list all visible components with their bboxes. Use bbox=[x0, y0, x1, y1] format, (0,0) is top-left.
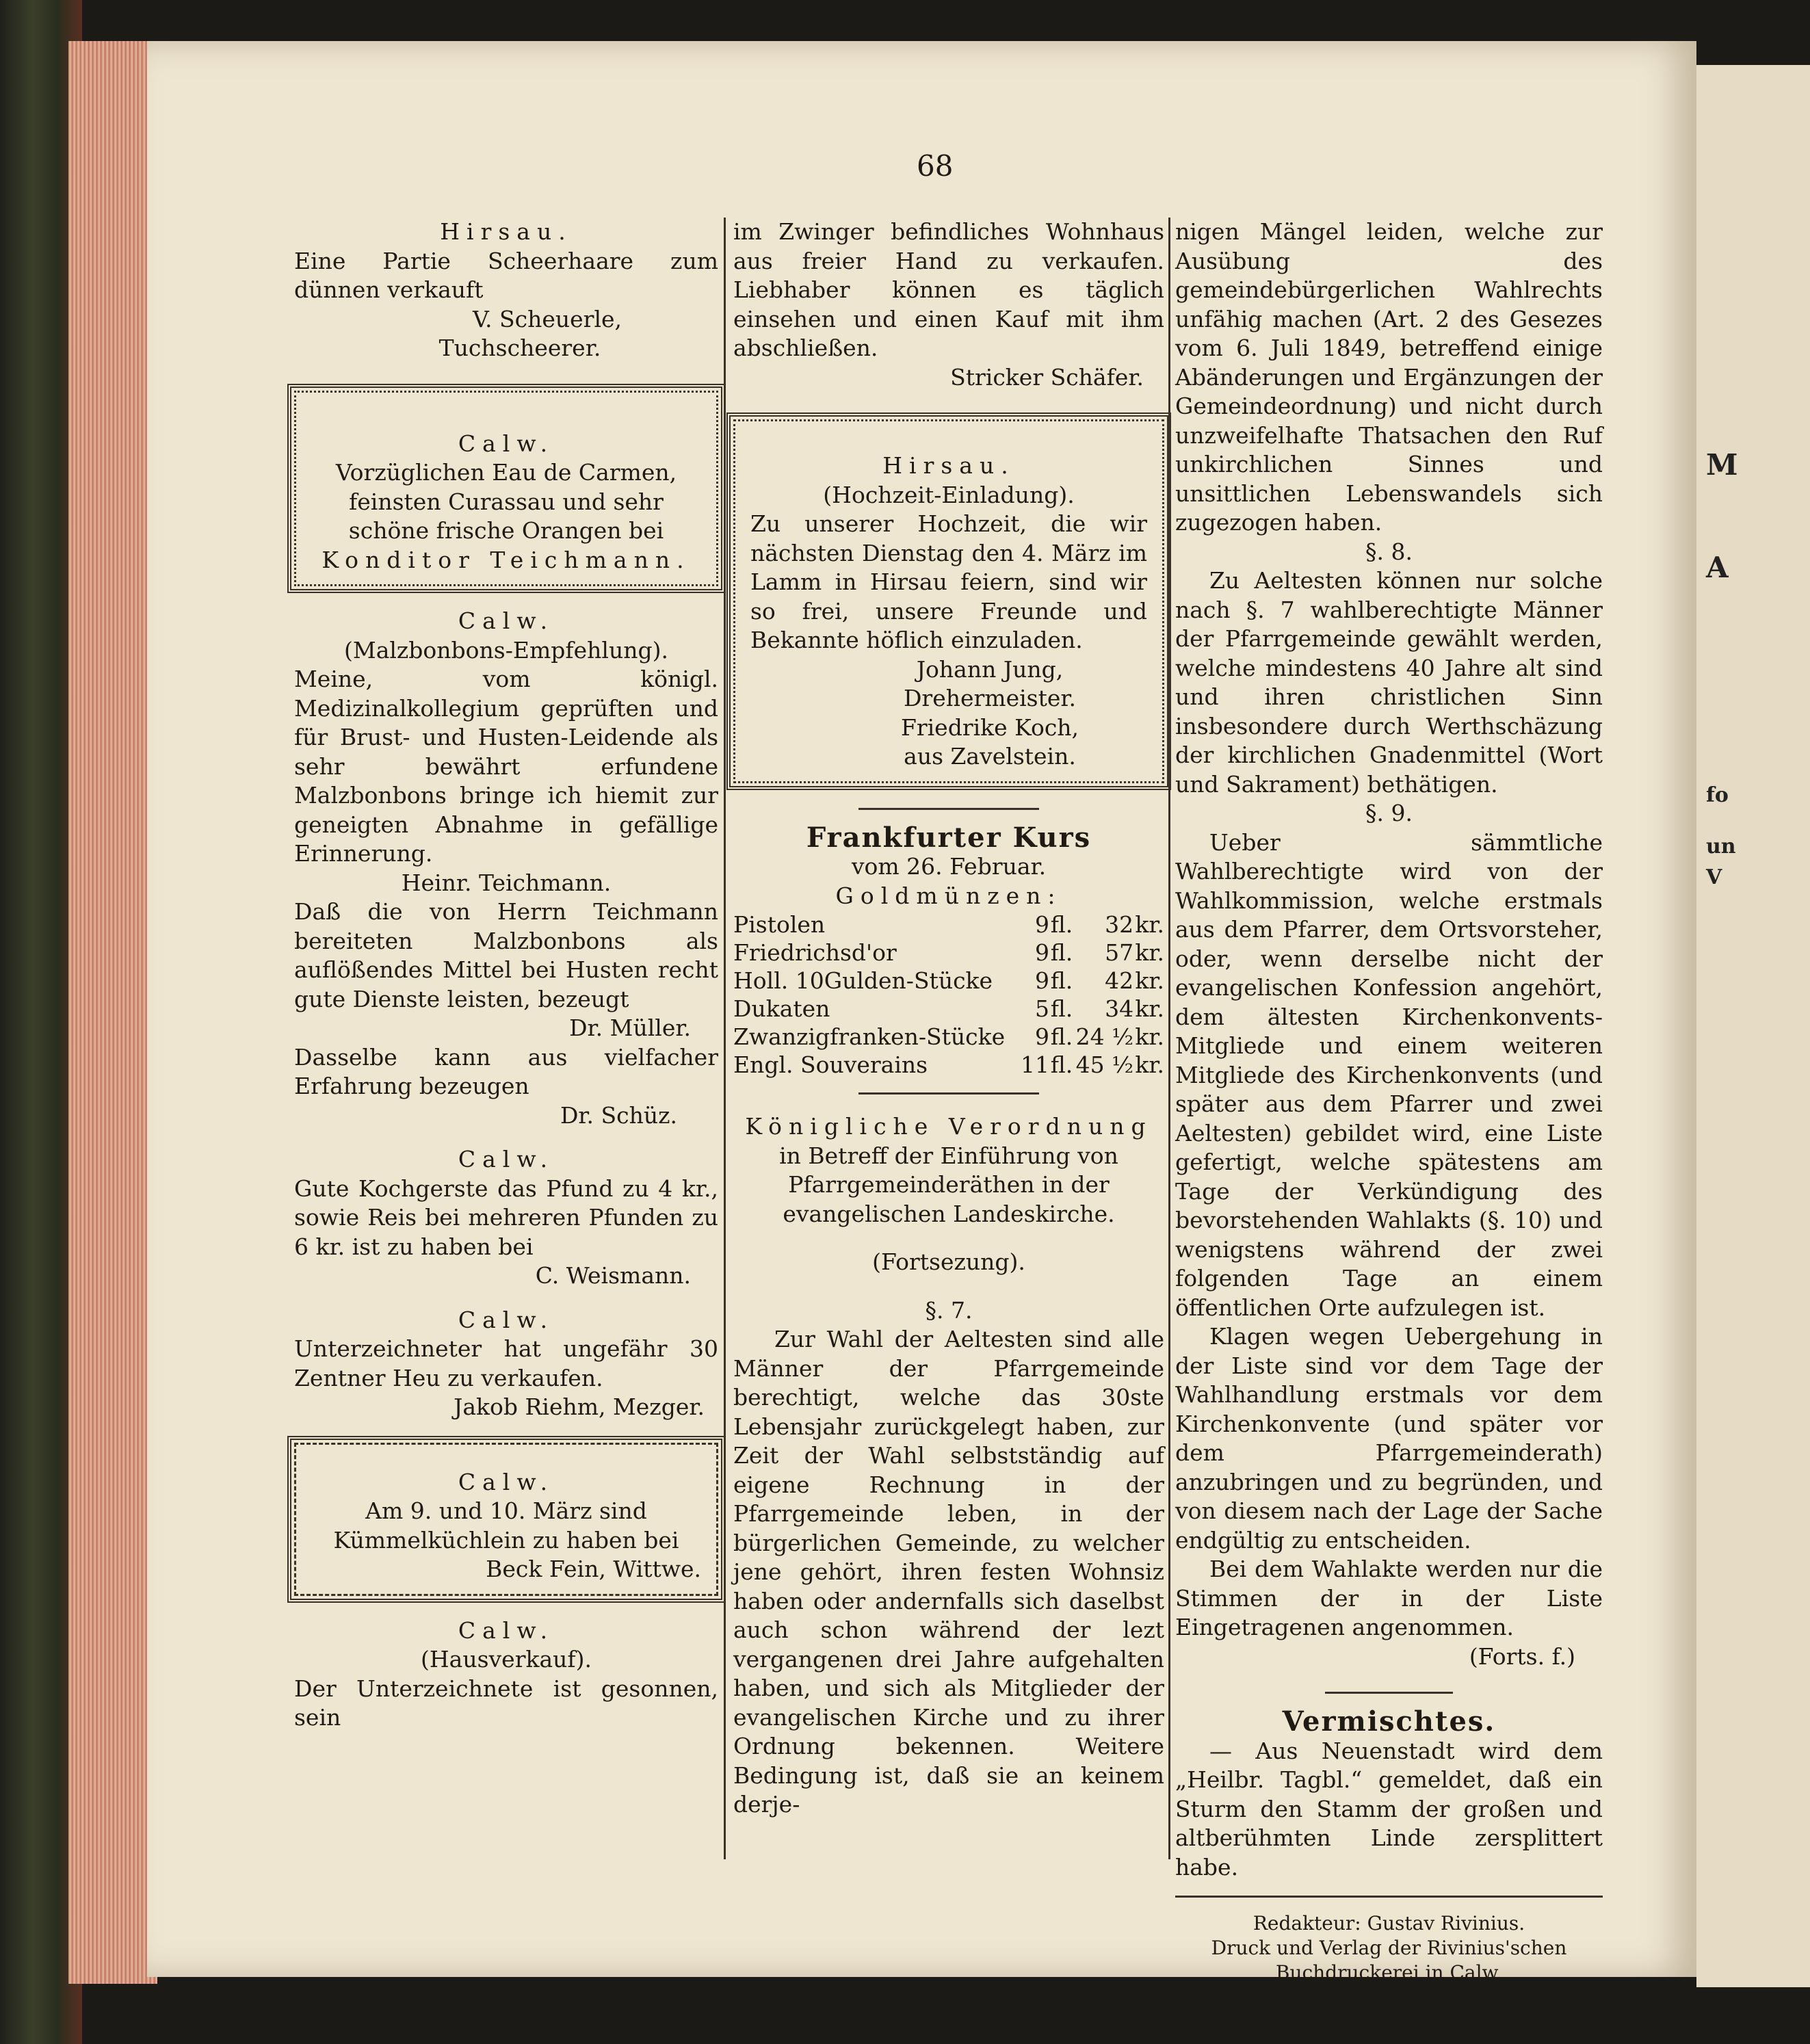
ad-text: Eine Partie Scheerhaare zum dünnen verkauft bbox=[294, 247, 718, 303]
ad-text: im Zwinger befindliches Wohnhaus aus freier Hand zu verkaufen. Liebhaber können es täglich einsehen und einen Kauf mit ihm abschließen. bbox=[733, 218, 1164, 361]
ad-signature: Stricker Schäfer. bbox=[950, 363, 1144, 391]
paragraph-number: §. 8. bbox=[1365, 538, 1413, 565]
ad-place: Hirsau. bbox=[882, 452, 1015, 479]
ad-signature: Friedrike Koch, bbox=[900, 713, 1079, 741]
column-2 bbox=[733, 218, 1164, 1820]
ad-signature: Jakob Riehm, Mezger. bbox=[454, 1393, 705, 1420]
divider bbox=[858, 1092, 1040, 1095]
next-page-letter: fo bbox=[1706, 783, 1729, 807]
kreuzer-value: 45 ½ bbox=[1075, 1051, 1134, 1078]
florin-value: 9 bbox=[1035, 939, 1050, 966]
ad-signature: Dr. Schüz. bbox=[560, 1101, 677, 1129]
ad-text: Dasselbe kann aus vielfacher Erfahrung bezeugen bbox=[294, 1043, 718, 1099]
coin-name: Zwanzigfranken-Stücke bbox=[733, 1023, 1006, 1050]
body-text: nigen Mängel leiden, welche zur Ausübung des gemeindebürgerlichen Wahlrechts unfähig machen (Art. 2 des Gesezes vom 6. Juli 1849, betreffend einige Abänderungen und Ergänzungen der Gemeindeordnung) und nicht durch unzweifelhafte Thatsachen den Ruf unkirchlichen Sinnes und unsittlichen Lebenswandels sich zugezogen haben. bbox=[1175, 218, 1603, 536]
ad-signature: Tuchscheerer. bbox=[438, 335, 601, 361]
next-page-letter: un bbox=[1706, 835, 1736, 859]
ad-text: Am 9. und 10. März sind Kümmelküchlein zu haben bei bbox=[333, 1497, 679, 1554]
ad-signature: Beck Fein, Wittwe. bbox=[486, 1556, 701, 1582]
paragraph-number: §. 9. bbox=[1365, 800, 1413, 826]
ad-place: Calw. bbox=[458, 1616, 555, 1644]
kreuzer-unit: kr. bbox=[1135, 995, 1164, 1022]
coin-name: Holl. 10Gulden-Stücke bbox=[733, 967, 993, 994]
ad-signature: Konditor Teichmann. bbox=[322, 546, 691, 573]
kurs-row bbox=[733, 995, 1164, 1023]
florin-unit: fl. bbox=[1050, 911, 1073, 938]
divider bbox=[858, 808, 1040, 810]
ad-signature: Drehermeister. bbox=[903, 685, 1077, 711]
paragraph-number: §. 7. bbox=[925, 1296, 973, 1324]
ad-subtitle: (Hochzeit-Einladung). bbox=[823, 481, 1075, 508]
kreuzer-unit: kr. bbox=[1135, 911, 1164, 938]
florin-value: 5 bbox=[1035, 995, 1050, 1022]
florin-value: 9 bbox=[1035, 911, 1050, 938]
ad-signature: aus Zavelstein. bbox=[904, 743, 1076, 770]
wedding-box bbox=[733, 419, 1164, 783]
next-page-letter: M bbox=[1706, 448, 1738, 482]
ad-subtitle: (Hausverkauf). bbox=[421, 1646, 592, 1673]
ad-text: Unterzeichneter hat ungefähr 30 Zentner Heu zu verkaufen. bbox=[294, 1335, 718, 1391]
coin-name: Pistolen bbox=[733, 911, 826, 938]
column-rule bbox=[1168, 218, 1170, 1859]
kurs-row bbox=[733, 1023, 1164, 1051]
next-page-letter: A bbox=[1706, 551, 1729, 584]
kurs-table bbox=[733, 910, 1164, 1079]
florin-value: 9 bbox=[1035, 967, 1050, 994]
coin-name: Friedrichsd'or bbox=[733, 939, 897, 966]
kreuzer-value: 24 ½ bbox=[1075, 1023, 1134, 1050]
ad-place: Calw. bbox=[458, 607, 555, 634]
ad-place: Hirsau. bbox=[440, 218, 573, 245]
kreuzer-unit: kr. bbox=[1135, 939, 1164, 966]
ad-place: Calw. bbox=[458, 430, 555, 457]
kurs-date: vom 26. Februar. bbox=[851, 853, 1047, 880]
ad-box bbox=[294, 391, 718, 587]
coin-name: Engl. Souverains bbox=[733, 1051, 928, 1078]
kurs-heading: Goldmünzen: bbox=[835, 882, 1062, 909]
florin-unit: fl. bbox=[1050, 1051, 1073, 1078]
page-edges bbox=[68, 41, 157, 1984]
section-title: Königliche Verordnung bbox=[745, 1113, 1153, 1140]
section-note: (Fortsezung). bbox=[872, 1248, 1025, 1275]
section-title: Vermischtes. bbox=[1282, 1705, 1496, 1738]
ad-box bbox=[294, 1443, 718, 1596]
column-3 bbox=[1175, 218, 1603, 1985]
ad-signature: Heinr. Teichmann. bbox=[401, 869, 612, 896]
ad-subtitle: (Malzbonbons-Empfehlung). bbox=[344, 636, 668, 664]
kurs-row bbox=[733, 910, 1164, 939]
page-number: 68 bbox=[917, 149, 954, 183]
body-text: Bei dem Wahlakte werden nur die Stimmen der in der Liste Eingetragenen angenommen. bbox=[1175, 1556, 1603, 1640]
ad-signature: C. Weismann. bbox=[535, 1262, 691, 1289]
kurs-title: Frankfurter Kurs bbox=[806, 821, 1092, 854]
kurs-row bbox=[733, 967, 1164, 995]
florin-unit: fl. bbox=[1050, 939, 1073, 966]
body-text: Klagen wegen Uebergehung in der Liste sind vor dem Tage der Wahlhandlung erstmals vor dem Kirchenkonvente (und später vor dem Pfarrgemeinderath) anzubringen und zu begründen, und von diesem nach der Lage der Sache endgültig zu entscheiden. bbox=[1175, 1323, 1603, 1554]
ad-text: Meine, vom königl. Medizinalkollegium geprüften und für Brust- und Husten-Leidende als sehr bewährt erfundene Malzbonbons bringe ich hiemit zur geneigten Abnahme in gefällige Erinnerung. bbox=[294, 666, 718, 867]
body-text: — Aus Neuenstadt wird dem „Heilbr. Tagbl.“ gemeldet, daß ein Sturm den Stamm der großen und altberühmten Linde zersplittert habe. bbox=[1175, 1737, 1603, 1881]
next-page-fragment bbox=[1696, 65, 1810, 1987]
body-text: Ueber sämmtliche Wahlberechtigte wird von der Wahlkommission, welche erstmals aus dem Pfarrer, dem Ortsvorsteher, oder, wenn derselbe nicht der evangelischen Konfession angehört, dem ältesten Kirchenkonvents-Mitgliede und einem weiteren Mitgliede des Kirchenkonvents (und später aus dem Pfarrer und zwei Aeltesten) gebildet wird, eine Liste gefertigt, welche spätestens am Tage der Verkündigung des bevorstehenden Wahlakts (§. 10) und wenigstens während der zwei folgenden Tage an einem öffentlichen Orte aufzulegen ist. bbox=[1175, 828, 1603, 1321]
ad-text: Zu unserer Hochzeit, die wir nächsten Dienstag den 4. März im Lamm in Hirsau feiern, sind wir so frei, unsere Freunde und Bekannte höflich einzuladen. bbox=[750, 510, 1147, 653]
column-1 bbox=[294, 218, 718, 1733]
ad-text: Daß die von Herrn Teichmann bereiteten Malzbonbons als auflößendes Mittel bei Husten recht gute Dienste leisten, bezeugt bbox=[294, 898, 718, 1012]
ad-text: Vorzüglichen Eau de Carmen, feinsten Curassau und sehr schöne frische Orangen bei bbox=[335, 459, 677, 544]
kreuzer-value: 34 bbox=[1105, 995, 1134, 1022]
kurs-row bbox=[733, 1051, 1164, 1079]
kreuzer-value: 42 bbox=[1105, 967, 1134, 994]
imprint-publisher: Druck und Verlag der Rivinius'schen Buchdruckerei in Calw. bbox=[1211, 1937, 1567, 1984]
imprint-editor: Redakteur: Gustav Rivinius. bbox=[1252, 1912, 1525, 1935]
coin-name: Dukaten bbox=[733, 995, 830, 1022]
continued-note: (Forts. f.) bbox=[1469, 1642, 1575, 1670]
florin-value: 9 bbox=[1035, 1023, 1050, 1050]
body-text: Zur Wahl der Aeltesten sind alle Männer der Pfarrgemeinde berechtigt, welche das 30ste Lebensjahr zurückgelegt haben, zur Zeit der Wahl selbstständig auf eigene Rechnung in der Pfarrgemeinde leben, in der bürgerlichen Gemeinde, zu welcher jene gehört, ihren festen Wohnsiz haben oder andernfalls sich daselbst auch schon während der lezt vergangenen drei Jahre aufgehalten haben, und sich als Mitglieder der evangelischen Kirche und zu ihrer Ordnung bekennen. Weitere Bedingung ist, daß sie an keinem derje- bbox=[733, 1326, 1164, 1818]
florin-unit: fl. bbox=[1050, 995, 1073, 1022]
florin-unit: fl. bbox=[1050, 1023, 1073, 1050]
section-subtitle: in Betreff der Einführung von Pfarrgemeinderäthen in der evangelischen Landeskirche. bbox=[779, 1142, 1118, 1227]
kreuzer-unit: kr. bbox=[1135, 1051, 1164, 1078]
kurs-row bbox=[733, 939, 1164, 967]
ad-signature: Johann Jung, bbox=[916, 655, 1064, 683]
florin-value: 11 bbox=[1021, 1051, 1050, 1078]
kreuzer-value: 32 bbox=[1105, 911, 1134, 938]
next-page-letter: V bbox=[1706, 865, 1722, 889]
ad-signature: Dr. Müller. bbox=[569, 1014, 691, 1041]
ad-text: Der Unterzeichnete ist gesonnen, sein bbox=[294, 1675, 718, 1731]
kreuzer-value: 57 bbox=[1105, 939, 1134, 966]
florin-unit: fl. bbox=[1050, 967, 1073, 994]
divider bbox=[1325, 1692, 1454, 1694]
ad-place: Calw. bbox=[458, 1146, 555, 1172]
ad-text: Gute Kochgerste das Pfund zu 4 kr., sowie Reis bei mehreren Pfunden zu 6 kr. ist zu haben bei bbox=[294, 1175, 718, 1260]
kreuzer-unit: kr. bbox=[1135, 1023, 1164, 1050]
ad-place: Calw. bbox=[458, 1306, 555, 1333]
column-rule bbox=[724, 218, 726, 1859]
divider bbox=[1175, 1896, 1603, 1898]
ad-place: Calw. bbox=[458, 1468, 555, 1495]
kreuzer-unit: kr. bbox=[1135, 967, 1164, 994]
ad-signature: V. Scheuerle, bbox=[472, 305, 622, 332]
body-text: Zu Aeltesten können nur solche nach §. 7 wahlberechtigte Männer der Pfarrgemeinde gewählt werden, welche mindestens 40 Jahre alt sind und ihren christlichen Sinn insbesondere durch Werthschäzung der kirchlichen Gnadenmittel (Wort und Sakrament) bethätigen. bbox=[1175, 567, 1603, 798]
